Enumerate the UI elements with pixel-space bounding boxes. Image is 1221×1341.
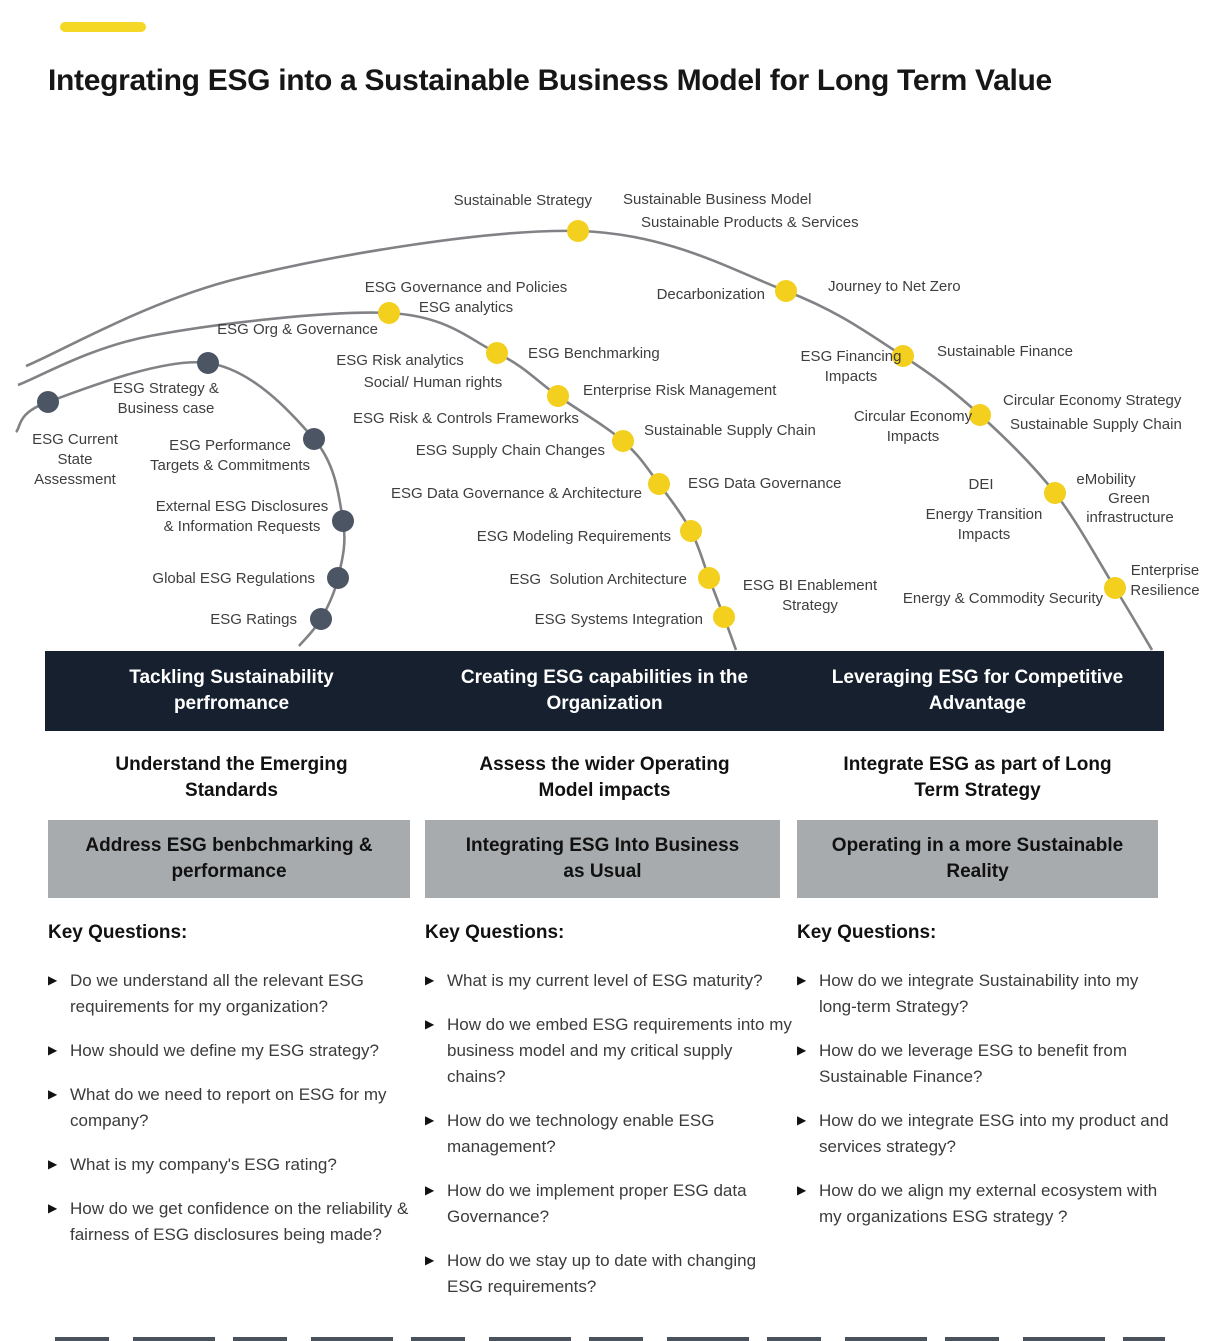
question-item <box>797 1108 1175 1160</box>
question-text: How should we define my ESG strategy? <box>70 1041 379 1060</box>
triangle-bullet-icon: ▶ <box>797 1113 807 1127</box>
question-item <box>48 1196 410 1248</box>
question-text: How do we implement proper ESG data Governance? <box>447 1181 747 1226</box>
milestone-dot <box>775 280 797 302</box>
arc-label: Sustainable Supply Chain <box>1010 416 1182 433</box>
question-text: How do we embed ESG requirements into my business model and my critical supply chains? <box>447 1015 792 1086</box>
arc-label: Energy Transition Impacts <box>925 506 1043 543</box>
arc-label: Social/ Human rights <box>363 374 503 391</box>
triangle-bullet-icon: ▶ <box>425 1253 435 1267</box>
arc-label: ESG Risk & Controls Frameworks <box>353 410 579 427</box>
arc-label: Sustainable Finance <box>937 343 1073 360</box>
question-text: What is my company's ESG rating? <box>70 1155 337 1174</box>
question-text: What do we need to report on ESG for my company? <box>70 1085 387 1130</box>
question-text: How do we align my external ecosystem with my organizations ESG strategy ? <box>819 1181 1158 1226</box>
page-title: Integrating ESG into a Sustainable Business Model for Long Term Value <box>48 64 1052 98</box>
maturity-curves-diagram <box>0 0 1221 660</box>
triangle-bullet-icon: ▶ <box>48 1157 58 1171</box>
milestone-dot <box>37 391 59 413</box>
question-text: How do we technology enable ESG management? <box>447 1111 715 1156</box>
question-text: What is my current level of ESG maturity? <box>447 971 763 990</box>
milestone-dot <box>680 520 702 542</box>
kq-list <box>425 968 793 1300</box>
question-item <box>48 1038 410 1064</box>
question-item <box>425 1178 793 1230</box>
arc-label: ESG Benchmarking <box>528 345 660 362</box>
milestone-dot <box>547 385 569 407</box>
arc-label: Circular Economy Impacts <box>853 408 973 445</box>
triangle-bullet-icon: ▶ <box>797 1183 807 1197</box>
question-item <box>425 1108 793 1160</box>
question-text: How do we integrate Sustainability into my long-term Strategy? <box>819 971 1139 1016</box>
arc-label: ESG Org & Governance <box>217 321 378 338</box>
question-item <box>797 1178 1175 1230</box>
milestone-dot <box>332 510 354 532</box>
milestone-dot <box>1104 577 1126 599</box>
triangle-bullet-icon: ▶ <box>48 1201 58 1215</box>
question-text: How do we stay up to date with changing ESG requirements? <box>447 1251 757 1296</box>
arc-label: Global ESG Regulations <box>152 570 315 587</box>
triangle-bullet-icon: ▶ <box>425 973 435 987</box>
milestone-dot <box>567 220 589 242</box>
arc-label: ESG Current State Assessment <box>32 431 118 488</box>
triangle-bullet-icon: ▶ <box>797 973 807 987</box>
phase-graybox-2: Integrating ESG Into Business as Usual <box>425 820 780 898</box>
arc-label: ESG Solution Architecture <box>509 571 687 588</box>
triangle-bullet-icon: ▶ <box>48 1087 58 1101</box>
milestone-dot <box>612 430 634 452</box>
milestone-dot <box>327 567 349 589</box>
arc-label: External ESG Disclosures & Information Requests <box>155 498 329 535</box>
arc-label: ESG Financing Impacts <box>800 348 902 385</box>
phase-header-3: Leveraging ESG for Competitive Advantage <box>831 667 1124 714</box>
milestone-dot <box>969 404 991 426</box>
phase-subheads <box>45 752 1164 804</box>
question-item <box>425 1248 793 1300</box>
arc-label: Sustainable Strategy <box>453 192 592 209</box>
question-text: How do we integrate ESG into my product and services strategy? <box>819 1111 1169 1156</box>
phase-graybox-1: Address ESG benbchmarking & performance <box>48 820 410 898</box>
kq-list <box>797 968 1175 1230</box>
triangle-bullet-icon: ▶ <box>48 973 58 987</box>
arc-label: Green <box>1108 490 1150 507</box>
arc-label: infrastructure <box>1086 509 1174 526</box>
arc-label: ESG Strategy & Business case <box>113 380 219 417</box>
triangle-bullet-icon: ▶ <box>797 1043 807 1057</box>
milestone-dot <box>486 342 508 364</box>
arc-label: ESG Supply Chain Changes <box>415 442 605 459</box>
triangle-bullet-icon: ▶ <box>425 1183 435 1197</box>
arc-label: ESG Data Governance <box>688 475 842 492</box>
question-text: Do we understand all the relevant ESG requirements for my organization? <box>70 971 364 1016</box>
cropped-content-edge <box>55 1337 1165 1341</box>
triangle-bullet-icon: ▶ <box>425 1113 435 1127</box>
phase-header-1: Tackling Sustainability perfromance <box>129 667 334 714</box>
phase-header-bar <box>45 651 1164 731</box>
arc-label: Circular Economy Strategy <box>1003 392 1182 409</box>
triangle-bullet-icon: ▶ <box>425 1017 435 1031</box>
arc-label: Journey to Net Zero <box>828 278 961 295</box>
kq-column <box>425 922 793 1318</box>
arc-label: Enterprise Resilience <box>1130 562 1200 599</box>
arc-label: ESG Ratings <box>210 611 297 628</box>
arc-label: Sustainable Products & Services <box>641 214 859 231</box>
milestone-dot <box>197 352 219 374</box>
question-text: How do we leverage ESG to benefit from Sustainable Finance? <box>819 1041 1128 1086</box>
arc-label: Decarbonization <box>656 286 765 303</box>
kq-column <box>48 922 410 1266</box>
phase-subhead-3: Integrate ESG as part of Long Term Strategy <box>843 754 1112 801</box>
question-item <box>425 1012 793 1090</box>
phase-subhead-2: Assess the wider Operating Model impacts <box>479 754 730 801</box>
question-item <box>425 968 793 994</box>
question-item <box>48 968 410 1020</box>
milestone-dot <box>698 567 720 589</box>
arc-label: ESG Governance and Policies ESG analytics <box>364 279 568 316</box>
arc-chart-svg <box>0 0 1221 660</box>
arc-label: ESG Performance Targets & Commitments <box>149 437 311 474</box>
triangle-bullet-icon: ▶ <box>48 1043 58 1057</box>
kq-column <box>797 922 1175 1248</box>
arc-label: ESG BI Enablement Strategy <box>742 577 878 614</box>
kq-list <box>48 968 410 1248</box>
arc-label: Enterprise Risk Management <box>583 382 777 399</box>
arc-label: DEI <box>968 476 994 493</box>
arc-label: Energy & Commodity Security <box>902 590 1103 607</box>
question-text: How do we get confidence on the reliability & fairness of ESG disclosures being made? <box>70 1199 409 1244</box>
question-item <box>48 1082 410 1134</box>
milestone-dot <box>310 608 332 630</box>
question-item <box>797 968 1175 1020</box>
milestone-dot <box>648 473 670 495</box>
arc-label: ESG Data Governance & Architecture <box>391 485 642 502</box>
kq-heading: Key Questions: <box>425 922 565 943</box>
phase-header-2: Creating ESG capabilities in the Organization <box>460 667 749 714</box>
arc-label: ESG Systems Integration <box>534 611 703 628</box>
question-item <box>48 1152 410 1178</box>
phase-graybox-3: Operating in a more Sustainable Reality <box>797 820 1158 898</box>
arc-label: ESG Risk analytics <box>336 352 464 369</box>
kq-heading: Key Questions: <box>48 922 188 943</box>
kq-heading: Key Questions: <box>797 922 937 943</box>
phase-subhead-1: Understand the Emerging Standards <box>115 754 348 801</box>
question-item <box>797 1038 1175 1090</box>
arc-label: Sustainable Supply Chain <box>644 422 816 439</box>
milestone-dot <box>1044 482 1066 504</box>
arc-label: ESG Modeling Requirements <box>476 528 671 545</box>
arc-label: eMobility <box>1076 471 1136 488</box>
milestone-dot <box>713 606 735 628</box>
arc-label: Sustainable Business Model <box>623 191 812 208</box>
